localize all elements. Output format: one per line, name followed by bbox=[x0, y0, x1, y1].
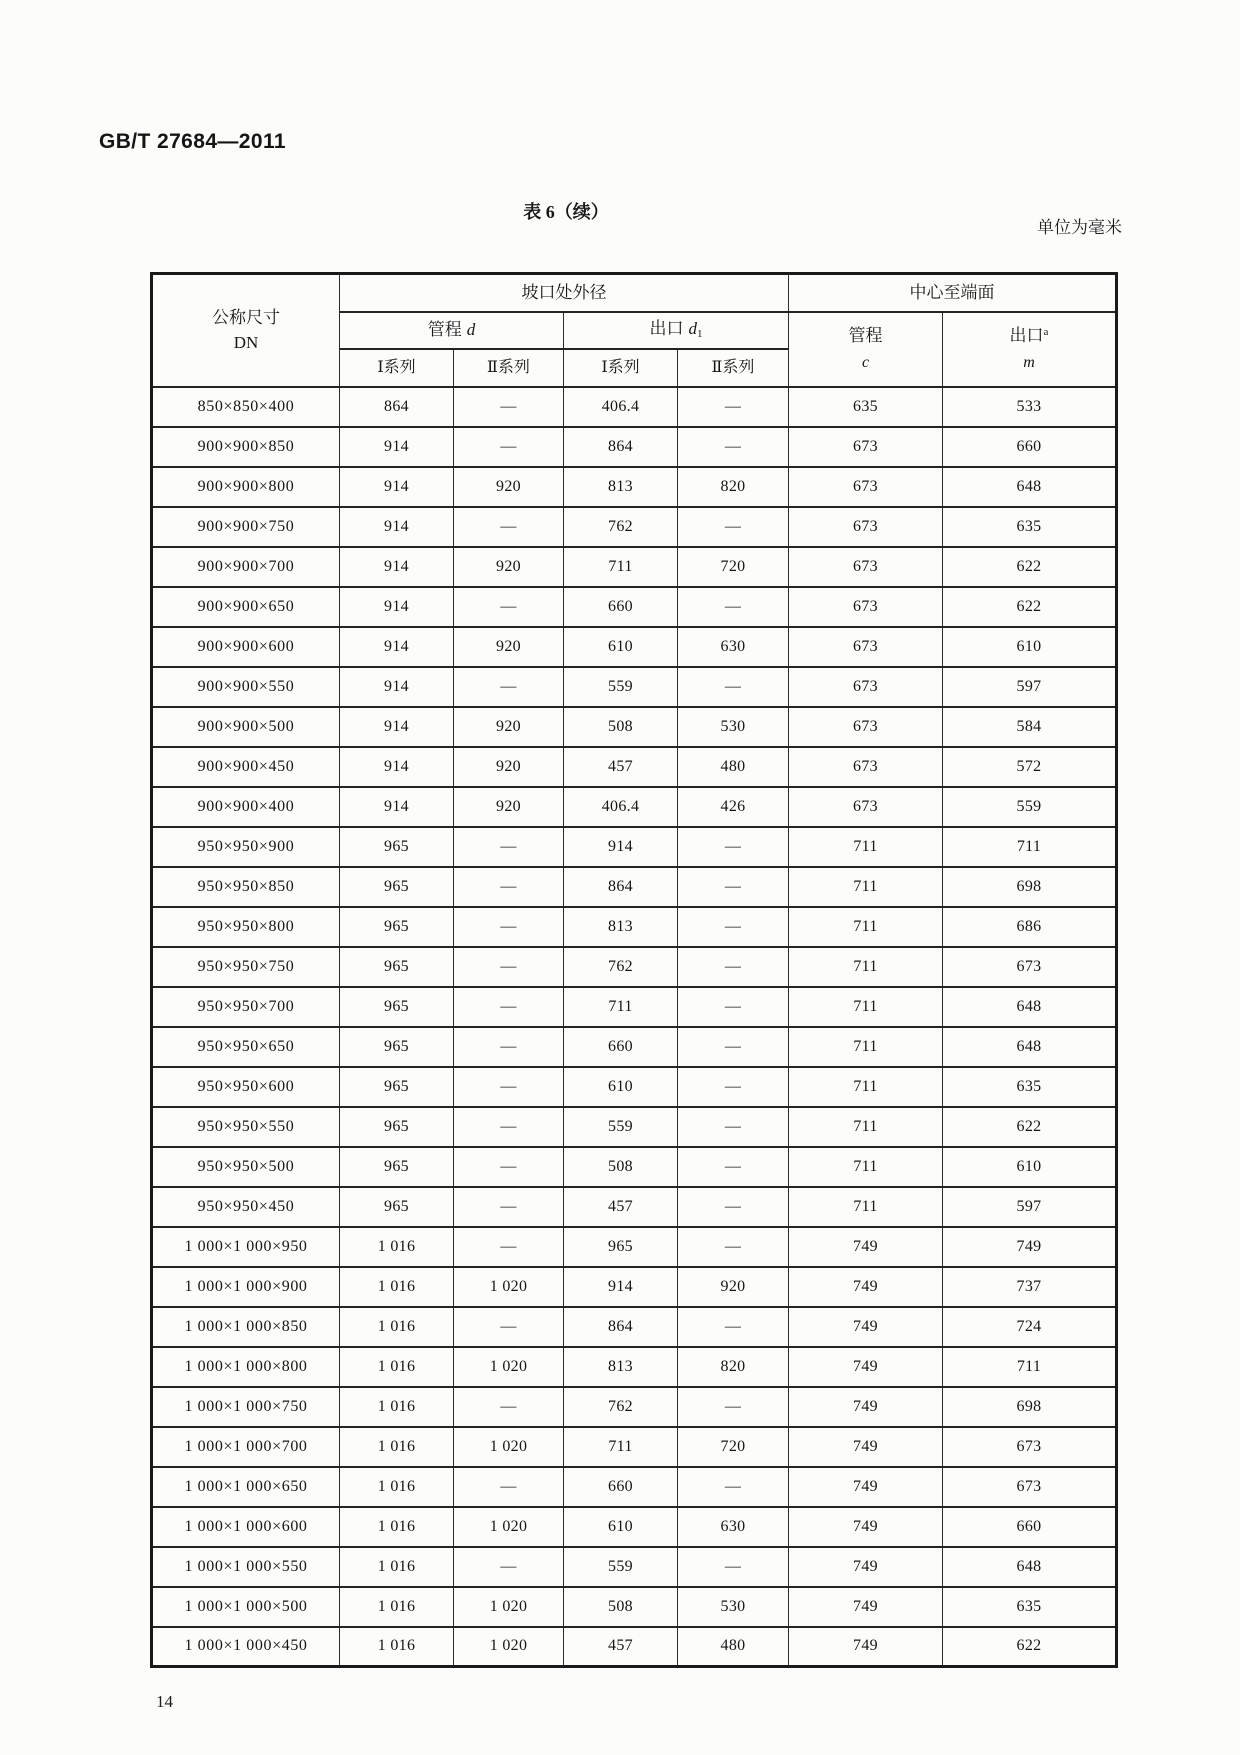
dn-cell: 900×900×450 bbox=[152, 747, 340, 787]
table-row bbox=[152, 1547, 1117, 1587]
dn-cell: 1 000×1 000×600 bbox=[152, 1507, 340, 1547]
table-row bbox=[152, 667, 1117, 707]
run-d-series-i-cell: 1 016 bbox=[340, 1587, 454, 1627]
outlet-d1-series-i-cell: 508 bbox=[564, 1587, 678, 1627]
run-d-series-ii-cell: — bbox=[454, 1187, 564, 1227]
outlet-d1-series-ii-cell: — bbox=[678, 1547, 789, 1587]
outlet-m-cell: 698 bbox=[943, 1387, 1117, 1427]
dn-cell: 900×900×750 bbox=[152, 507, 340, 547]
run-c-cell: 711 bbox=[789, 867, 943, 907]
run-c-cell: 749 bbox=[789, 1267, 943, 1307]
outlet-d1-series-i-cell: 406.4 bbox=[564, 787, 678, 827]
run-c-cell: 673 bbox=[789, 747, 943, 787]
outlet-d1-series-ii-cell: — bbox=[678, 1147, 789, 1187]
run-c-cell: 673 bbox=[789, 547, 943, 587]
table-row bbox=[152, 627, 1117, 667]
outlet-d1-series-ii-cell: — bbox=[678, 907, 789, 947]
run-d-series-i-cell: 965 bbox=[340, 827, 454, 867]
dn-cell: 1 000×1 000×750 bbox=[152, 1387, 340, 1427]
header-series-ii-outlet: Ⅱ系列 bbox=[678, 349, 789, 387]
outlet-d1-series-i-cell: 660 bbox=[564, 1467, 678, 1507]
header-run-c-label: 管程 bbox=[848, 326, 883, 346]
outlet-m-cell: 597 bbox=[943, 1187, 1117, 1227]
outlet-d1-series-ii-cell: — bbox=[678, 1387, 789, 1427]
table-row bbox=[152, 747, 1117, 787]
run-d-series-ii-cell: 1 020 bbox=[454, 1587, 564, 1627]
header-series-ii-run: Ⅱ系列 bbox=[454, 349, 564, 387]
outlet-m-cell: 673 bbox=[943, 1467, 1117, 1507]
run-c-cell: 749 bbox=[789, 1627, 943, 1667]
header-outlet-m-note-sup: a bbox=[1043, 326, 1049, 339]
outlet-d1-series-i-cell: 457 bbox=[564, 1627, 678, 1667]
run-d-series-i-cell: 965 bbox=[340, 1027, 454, 1067]
outlet-m-cell: 597 bbox=[943, 667, 1117, 707]
run-c-cell: 635 bbox=[789, 387, 943, 427]
header-nominal-size-label: 公称尺寸 bbox=[212, 307, 280, 327]
dn-cell: 1 000×1 000×550 bbox=[152, 1547, 340, 1587]
outlet-d1-series-i-cell: 762 bbox=[564, 507, 678, 547]
outlet-d1-series-i-cell: 559 bbox=[564, 1107, 678, 1147]
outlet-m-cell: 660 bbox=[943, 1507, 1117, 1547]
outlet-m-cell: 635 bbox=[943, 1067, 1117, 1107]
outlet-d1-series-i-cell: 914 bbox=[564, 1267, 678, 1307]
outlet-d1-series-i-cell: 864 bbox=[564, 427, 678, 467]
run-d-series-ii-cell: 1 020 bbox=[454, 1627, 564, 1667]
outlet-d1-series-i-cell: 610 bbox=[564, 1067, 678, 1107]
run-d-series-i-cell: 965 bbox=[340, 947, 454, 987]
run-d-series-ii-cell: — bbox=[454, 667, 564, 707]
dn-cell: 850×850×400 bbox=[152, 387, 340, 427]
run-c-cell: 673 bbox=[789, 467, 943, 507]
outlet-d1-series-ii-cell: 720 bbox=[678, 547, 789, 587]
outlet-d1-series-ii-cell: — bbox=[678, 1307, 789, 1347]
outlet-d1-series-ii-cell: — bbox=[678, 1027, 789, 1067]
table-header bbox=[152, 274, 1117, 387]
run-c-cell: 711 bbox=[789, 947, 943, 987]
table-row bbox=[152, 1067, 1117, 1107]
run-d-series-ii-cell: 920 bbox=[454, 747, 564, 787]
run-c-cell: 711 bbox=[789, 1147, 943, 1187]
run-d-series-i-cell: 1 016 bbox=[340, 1347, 454, 1387]
run-c-cell: 673 bbox=[789, 707, 943, 747]
run-d-series-ii-cell: — bbox=[454, 1387, 564, 1427]
run-d-series-i-cell: 914 bbox=[340, 707, 454, 747]
run-c-cell: 749 bbox=[789, 1387, 943, 1427]
run-d-series-i-cell: 1 016 bbox=[340, 1307, 454, 1347]
outlet-d1-series-ii-cell: — bbox=[678, 427, 789, 467]
run-c-cell: 711 bbox=[789, 1067, 943, 1107]
outlet-m-cell: 635 bbox=[943, 507, 1117, 547]
dn-cell: 950×950×650 bbox=[152, 1027, 340, 1067]
run-d-series-ii-cell: — bbox=[454, 1467, 564, 1507]
outlet-m-cell: 724 bbox=[943, 1307, 1117, 1347]
header-series-i-outlet: Ⅰ系列 bbox=[564, 349, 678, 387]
run-d-series-i-cell: 914 bbox=[340, 587, 454, 627]
outlet-d1-series-ii-cell: — bbox=[678, 587, 789, 627]
run-c-cell: 749 bbox=[789, 1307, 943, 1347]
outlet-d1-series-i-cell: 457 bbox=[564, 747, 678, 787]
dn-cell: 1 000×1 000×500 bbox=[152, 1587, 340, 1627]
run-d-series-ii-cell: — bbox=[454, 867, 564, 907]
outlet-d1-series-i-cell: 660 bbox=[564, 1027, 678, 1067]
run-d-series-i-cell: 1 016 bbox=[340, 1267, 454, 1307]
outlet-m-cell: 584 bbox=[943, 707, 1117, 747]
outlet-d1-series-ii-cell: — bbox=[678, 947, 789, 987]
table-caption: 表 6（续） bbox=[523, 202, 609, 222]
header-outlet-d-symbol: d bbox=[688, 319, 697, 339]
header-c-symbol: c bbox=[861, 353, 870, 371]
run-c-cell: 711 bbox=[789, 827, 943, 867]
dn-cell: 1 000×1 000×900 bbox=[152, 1267, 340, 1307]
outlet-d1-series-ii-cell: — bbox=[678, 667, 789, 707]
outlet-m-cell: 572 bbox=[943, 747, 1117, 787]
dn-cell: 1 000×1 000×650 bbox=[152, 1467, 340, 1507]
header-run-d bbox=[340, 312, 564, 349]
header-run-c bbox=[789, 312, 943, 387]
run-d-series-ii-cell: — bbox=[454, 1547, 564, 1587]
dn-cell: 1 000×1 000×700 bbox=[152, 1427, 340, 1467]
table-row bbox=[152, 1427, 1117, 1467]
run-d-series-ii-cell: 920 bbox=[454, 787, 564, 827]
outlet-d1-series-ii-cell: — bbox=[678, 1107, 789, 1147]
outlet-d1-series-ii-cell: — bbox=[678, 1227, 789, 1267]
dn-cell: 950×950×500 bbox=[152, 1147, 340, 1187]
run-d-series-i-cell: 914 bbox=[340, 667, 454, 707]
outlet-d1-series-i-cell: 660 bbox=[564, 587, 678, 627]
table-row bbox=[152, 947, 1117, 987]
run-d-series-i-cell: 914 bbox=[340, 627, 454, 667]
run-c-cell: 711 bbox=[789, 1187, 943, 1227]
outlet-d1-series-i-cell: 610 bbox=[564, 1507, 678, 1547]
dn-cell: 950×950×800 bbox=[152, 907, 340, 947]
table-row bbox=[152, 1307, 1117, 1347]
outlet-m-cell: 610 bbox=[943, 627, 1117, 667]
dn-cell: 1 000×1 000×800 bbox=[152, 1347, 340, 1387]
run-c-cell: 673 bbox=[789, 427, 943, 467]
dn-cell: 950×950×850 bbox=[152, 867, 340, 907]
header-nominal-size bbox=[152, 274, 340, 387]
dn-cell: 900×900×700 bbox=[152, 547, 340, 587]
outlet-m-cell: 660 bbox=[943, 427, 1117, 467]
dn-cell: 900×900×650 bbox=[152, 587, 340, 627]
run-c-cell: 711 bbox=[789, 987, 943, 1027]
run-c-cell: 711 bbox=[789, 1107, 943, 1147]
outlet-d1-series-ii-cell: — bbox=[678, 987, 789, 1027]
run-d-series-i-cell: 914 bbox=[340, 427, 454, 467]
dn-cell: 950×950×900 bbox=[152, 827, 340, 867]
outlet-d1-series-ii-cell: 480 bbox=[678, 747, 789, 787]
outlet-d1-series-ii-cell: — bbox=[678, 827, 789, 867]
table-row bbox=[152, 1027, 1117, 1067]
run-d-series-ii-cell: 1 020 bbox=[454, 1427, 564, 1467]
run-c-cell: 749 bbox=[789, 1347, 943, 1387]
outlet-m-cell: 610 bbox=[943, 1147, 1117, 1187]
run-c-cell: 711 bbox=[789, 1027, 943, 1067]
header-run-d-symbol: d bbox=[466, 320, 476, 340]
run-c-cell: 673 bbox=[789, 507, 943, 547]
dn-cell: 1 000×1 000×450 bbox=[152, 1627, 340, 1667]
run-d-series-i-cell: 914 bbox=[340, 507, 454, 547]
run-d-series-i-cell: 1 016 bbox=[340, 1467, 454, 1507]
outlet-d1-series-ii-cell: — bbox=[678, 867, 789, 907]
dn-cell: 900×900×800 bbox=[152, 467, 340, 507]
outlet-d1-series-i-cell: 508 bbox=[564, 707, 678, 747]
outlet-m-cell: 737 bbox=[943, 1267, 1117, 1307]
header-outlet-m-label: 出口 bbox=[1009, 326, 1044, 346]
page-number: 14 bbox=[156, 1692, 173, 1711]
outlet-m-cell: 711 bbox=[943, 1347, 1117, 1387]
outlet-m-cell: 648 bbox=[943, 1547, 1117, 1587]
run-d-series-ii-cell: 1 020 bbox=[454, 1347, 564, 1387]
outlet-d1-series-ii-cell: — bbox=[678, 387, 789, 427]
run-c-cell: 673 bbox=[789, 667, 943, 707]
run-d-series-ii-cell: — bbox=[454, 1227, 564, 1267]
run-d-series-ii-cell: — bbox=[454, 1107, 564, 1147]
dn-cell: 950×950×600 bbox=[152, 1067, 340, 1107]
run-c-cell: 673 bbox=[789, 627, 943, 667]
run-d-series-i-cell: 914 bbox=[340, 467, 454, 507]
outlet-m-cell: 648 bbox=[943, 987, 1117, 1027]
dn-cell: 1 000×1 000×850 bbox=[152, 1307, 340, 1347]
outlet-d1-series-ii-cell: 530 bbox=[678, 1587, 789, 1627]
run-d-series-ii-cell: — bbox=[454, 947, 564, 987]
outlet-d1-series-ii-cell: 820 bbox=[678, 467, 789, 507]
run-d-series-i-cell: 965 bbox=[340, 1147, 454, 1187]
outlet-d1-series-i-cell: 559 bbox=[564, 667, 678, 707]
outlet-d1-series-ii-cell: 630 bbox=[678, 1507, 789, 1547]
outlet-m-cell: 749 bbox=[943, 1227, 1117, 1267]
run-c-cell: 749 bbox=[789, 1587, 943, 1627]
run-c-cell: 711 bbox=[789, 907, 943, 947]
outlet-d1-series-i-cell: 711 bbox=[564, 987, 678, 1027]
outlet-m-cell: 673 bbox=[943, 1427, 1117, 1467]
table-row bbox=[152, 787, 1117, 827]
table-row bbox=[152, 1227, 1117, 1267]
run-d-series-ii-cell: — bbox=[454, 827, 564, 867]
dn-cell: 900×900×400 bbox=[152, 787, 340, 827]
dn-cell: 1 000×1 000×950 bbox=[152, 1227, 340, 1267]
table-row bbox=[152, 1467, 1117, 1507]
table-row bbox=[152, 507, 1117, 547]
outlet-d1-series-i-cell: 813 bbox=[564, 907, 678, 947]
run-d-series-ii-cell: 920 bbox=[454, 707, 564, 747]
outlet-d1-series-ii-cell: 820 bbox=[678, 1347, 789, 1387]
dn-cell: 950×950×550 bbox=[152, 1107, 340, 1147]
outlet-d1-series-i-cell: 813 bbox=[564, 1347, 678, 1387]
run-d-series-i-cell: 1 016 bbox=[340, 1627, 454, 1667]
run-c-cell: 673 bbox=[789, 787, 943, 827]
outlet-d1-series-i-cell: 559 bbox=[564, 1547, 678, 1587]
run-d-series-i-cell: 965 bbox=[340, 907, 454, 947]
unit-note: 单位为毫米 bbox=[1037, 218, 1122, 237]
dn-cell: 900×900×600 bbox=[152, 627, 340, 667]
run-d-series-ii-cell: — bbox=[454, 987, 564, 1027]
run-c-cell: 749 bbox=[789, 1547, 943, 1587]
table-row bbox=[152, 1347, 1117, 1387]
table-body bbox=[152, 387, 1117, 1667]
run-d-series-i-cell: 965 bbox=[340, 1107, 454, 1147]
outlet-d1-series-i-cell: 711 bbox=[564, 547, 678, 587]
outlet-d1-series-ii-cell: 720 bbox=[678, 1427, 789, 1467]
dn-cell: 950×950×450 bbox=[152, 1187, 340, 1227]
outlet-d1-series-ii-cell: 630 bbox=[678, 627, 789, 667]
run-c-cell: 749 bbox=[789, 1227, 943, 1267]
run-d-series-ii-cell: — bbox=[454, 387, 564, 427]
outlet-d1-series-i-cell: 406.4 bbox=[564, 387, 678, 427]
outlet-m-cell: 698 bbox=[943, 867, 1117, 907]
outlet-d1-series-ii-cell: 480 bbox=[678, 1627, 789, 1667]
outlet-d1-series-ii-cell: — bbox=[678, 1187, 789, 1227]
outlet-d1-series-ii-cell: — bbox=[678, 507, 789, 547]
table-row bbox=[152, 587, 1117, 627]
outlet-m-cell: 622 bbox=[943, 1627, 1117, 1667]
table-row bbox=[152, 1507, 1117, 1547]
run-c-cell: 749 bbox=[789, 1427, 943, 1467]
run-d-series-ii-cell: — bbox=[454, 427, 564, 467]
header-outlet-m bbox=[943, 312, 1117, 387]
outlet-d1-series-i-cell: 864 bbox=[564, 867, 678, 907]
header-series-i-run: Ⅰ系列 bbox=[340, 349, 454, 387]
run-d-series-i-cell: 965 bbox=[340, 987, 454, 1027]
header-outlet-d1 bbox=[564, 312, 789, 349]
outlet-m-cell: 622 bbox=[943, 1107, 1117, 1147]
table-row bbox=[152, 547, 1117, 587]
run-d-series-ii-cell: — bbox=[454, 1147, 564, 1187]
dn-cell: 900×900×500 bbox=[152, 707, 340, 747]
table-row bbox=[152, 707, 1117, 747]
header-group-bevel-od: 坡口处外径 bbox=[340, 274, 789, 312]
table-row bbox=[152, 827, 1117, 867]
outlet-m-cell: 673 bbox=[943, 947, 1117, 987]
table-row bbox=[152, 467, 1117, 507]
run-d-series-i-cell: 914 bbox=[340, 747, 454, 787]
dn-cell: 900×900×550 bbox=[152, 667, 340, 707]
run-c-cell: 673 bbox=[789, 587, 943, 627]
header-nominal-size-code: DN bbox=[233, 333, 259, 353]
standard-number: GB/T 27684—2011 bbox=[99, 130, 286, 153]
run-d-series-i-cell: 1 016 bbox=[340, 1507, 454, 1547]
dn-cell: 950×950×700 bbox=[152, 987, 340, 1027]
outlet-m-cell: 686 bbox=[943, 907, 1117, 947]
table-row bbox=[152, 1187, 1117, 1227]
table-row bbox=[152, 987, 1117, 1027]
run-d-series-i-cell: 965 bbox=[340, 1067, 454, 1107]
run-d-series-i-cell: 965 bbox=[340, 867, 454, 907]
run-d-series-i-cell: 1 016 bbox=[340, 1547, 454, 1587]
table-row bbox=[152, 427, 1117, 467]
table-row bbox=[152, 1147, 1117, 1187]
run-c-cell: 749 bbox=[789, 1467, 943, 1507]
run-d-series-ii-cell: — bbox=[454, 1307, 564, 1347]
outlet-d1-series-i-cell: 711 bbox=[564, 1427, 678, 1467]
outlet-d1-series-i-cell: 762 bbox=[564, 1387, 678, 1427]
outlet-m-cell: 635 bbox=[943, 1587, 1117, 1627]
dn-cell: 900×900×850 bbox=[152, 427, 340, 467]
run-d-series-ii-cell: 920 bbox=[454, 547, 564, 587]
run-d-series-ii-cell: 920 bbox=[454, 467, 564, 507]
run-d-series-i-cell: 914 bbox=[340, 547, 454, 587]
run-d-series-i-cell: 1 016 bbox=[340, 1387, 454, 1427]
outlet-m-cell: 648 bbox=[943, 1027, 1117, 1067]
table-row bbox=[152, 1387, 1117, 1427]
header-outlet-label: 出口 bbox=[649, 319, 684, 339]
header-outlet-d-subscript: 1 bbox=[697, 328, 703, 341]
header-group-center-to-end: 中心至端面 bbox=[789, 274, 1117, 312]
outlet-d1-series-i-cell: 914 bbox=[564, 827, 678, 867]
outlet-d1-series-i-cell: 457 bbox=[564, 1187, 678, 1227]
outlet-d1-series-i-cell: 813 bbox=[564, 467, 678, 507]
outlet-d1-series-ii-cell: — bbox=[678, 1067, 789, 1107]
outlet-d1-series-i-cell: 508 bbox=[564, 1147, 678, 1187]
dn-cell: 950×950×750 bbox=[152, 947, 340, 987]
outlet-m-cell: 622 bbox=[943, 587, 1117, 627]
table-row bbox=[152, 1587, 1117, 1627]
outlet-d1-series-i-cell: 864 bbox=[564, 1307, 678, 1347]
run-d-series-i-cell: 965 bbox=[340, 1187, 454, 1227]
run-d-series-i-cell: 914 bbox=[340, 787, 454, 827]
outlet-d1-series-i-cell: 762 bbox=[564, 947, 678, 987]
run-d-series-ii-cell: — bbox=[454, 587, 564, 627]
header-run-label: 管程 bbox=[427, 320, 462, 340]
run-d-series-i-cell: 864 bbox=[340, 387, 454, 427]
dimension-table bbox=[150, 272, 1118, 1668]
outlet-m-cell: 622 bbox=[943, 547, 1117, 587]
outlet-d1-series-ii-cell: 920 bbox=[678, 1267, 789, 1307]
table-row bbox=[152, 1107, 1117, 1147]
table-row bbox=[152, 387, 1117, 427]
outlet-m-cell: 533 bbox=[943, 387, 1117, 427]
run-d-series-i-cell: 1 016 bbox=[340, 1227, 454, 1267]
table-row bbox=[152, 1627, 1117, 1667]
outlet-d1-series-ii-cell: — bbox=[678, 1467, 789, 1507]
outlet-m-cell: 648 bbox=[943, 467, 1117, 507]
run-d-series-ii-cell: — bbox=[454, 507, 564, 547]
outlet-d1-series-i-cell: 965 bbox=[564, 1227, 678, 1267]
header-m-symbol: m bbox=[1023, 353, 1035, 371]
run-d-series-ii-cell: 1 020 bbox=[454, 1267, 564, 1307]
run-d-series-ii-cell: 1 020 bbox=[454, 1507, 564, 1547]
run-d-series-ii-cell: 920 bbox=[454, 627, 564, 667]
run-d-series-ii-cell: — bbox=[454, 1027, 564, 1067]
table-row bbox=[152, 1267, 1117, 1307]
outlet-d1-series-ii-cell: 426 bbox=[678, 787, 789, 827]
run-d-series-ii-cell: — bbox=[454, 907, 564, 947]
outlet-m-cell: 711 bbox=[943, 827, 1117, 867]
outlet-d1-series-i-cell: 610 bbox=[564, 627, 678, 667]
outlet-m-cell: 559 bbox=[943, 787, 1117, 827]
run-c-cell: 749 bbox=[789, 1507, 943, 1547]
run-d-series-i-cell: 1 016 bbox=[340, 1427, 454, 1467]
table-row bbox=[152, 907, 1117, 947]
table-row bbox=[152, 867, 1117, 907]
run-d-series-ii-cell: — bbox=[454, 1067, 564, 1107]
outlet-d1-series-ii-cell: 530 bbox=[678, 707, 789, 747]
